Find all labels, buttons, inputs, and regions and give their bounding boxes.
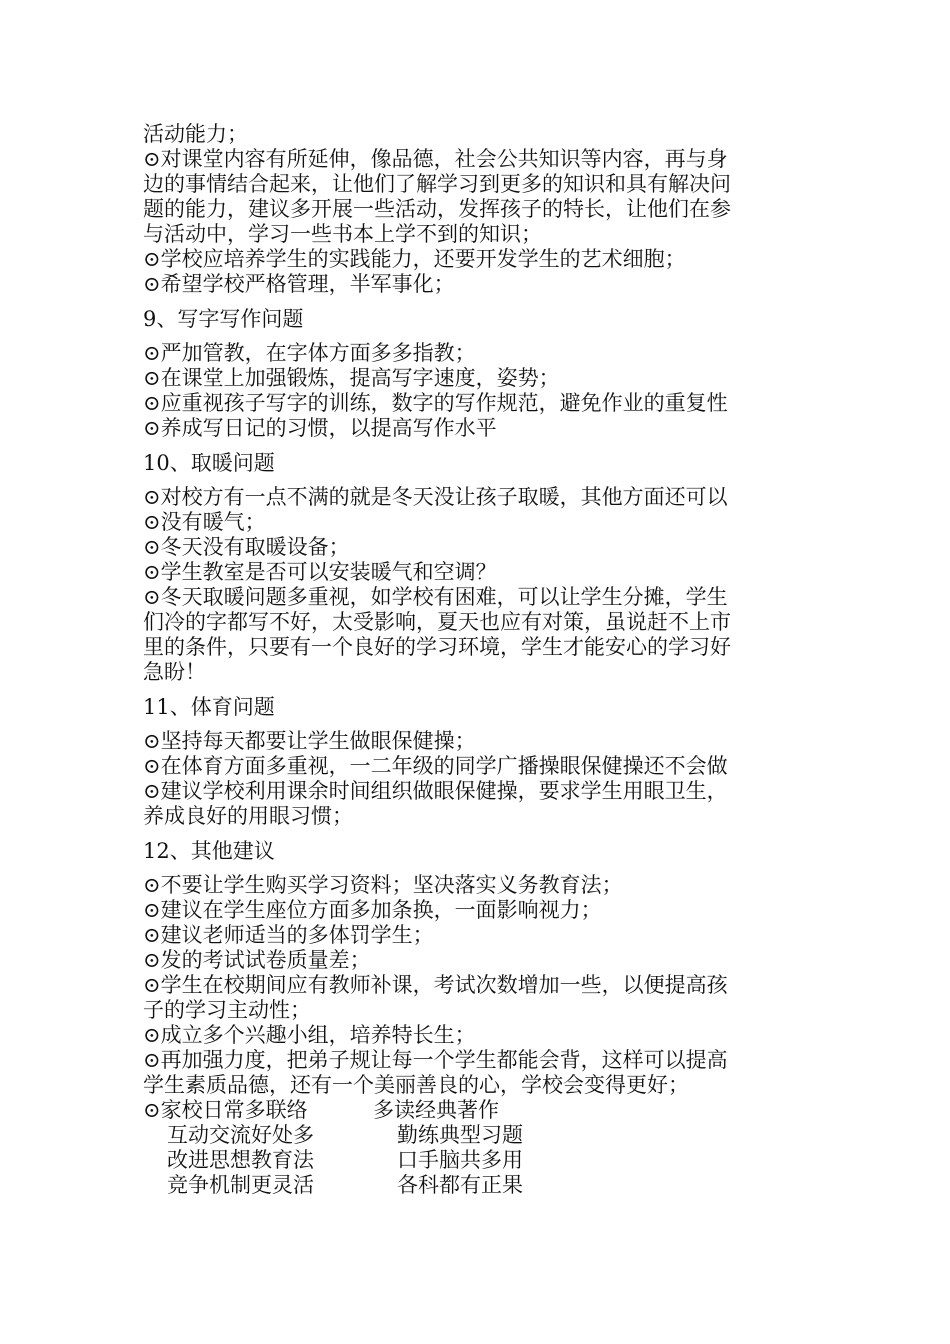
poem-left-line: ⊙家校日常多联络: [143, 1098, 308, 1122]
text-line: 们冷的字都写不好，太受影响，夏天也应有对策，虽说赶不上市: [143, 610, 731, 634]
text-line: 边的事情结合起来，让他们了解学习到更多的知识和具有解决问: [143, 172, 731, 196]
text-line: ⊙建议老师适当的多体罚学生；: [143, 923, 434, 947]
text-line: ⊙冬天取暖问题多重视，如学校有困难，可以让学生分摊，学生: [143, 585, 728, 609]
section-11-body: [143, 729, 813, 829]
poem-row: [143, 1148, 813, 1173]
text-line: ⊙不要让学生购买学习资料；坚决落实义务教育法；: [143, 873, 623, 897]
text-line: 活动能力；: [143, 122, 248, 146]
text-line: ⊙建议学校利用课余时间组织做眼保健操，要求学生用眼卫生，: [143, 779, 728, 803]
poem-right-line: 各科都有正果: [397, 1173, 523, 1197]
poem-right-line: 勤练典型习题: [397, 1123, 523, 1147]
document-body: [143, 122, 813, 1198]
text-line: 与活动中，学习一些书本上学不到的知识；: [143, 222, 542, 246]
section-heading-9: 9、写字写作问题: [143, 307, 304, 331]
text-line: ⊙学校应培养学生的实践能力，还要开发学生的艺术细胞；: [143, 247, 686, 271]
text-line: ⊙对课堂内容有所延伸，像品德，社会公共知识等内容，再与身: [143, 147, 728, 171]
poem-block: [143, 1098, 813, 1198]
text-line: ⊙严加管教，在字体方面多多指教；: [143, 341, 476, 365]
section-10-body: [143, 485, 813, 685]
text-line: ⊙坚持每天都要让学生做眼保健操；: [143, 729, 476, 753]
text-line: ⊙再加强力度，把弟子规让每一个学生都能会背，这样可以提高: [143, 1048, 728, 1072]
poem-left-line: 竞争机制更灵活: [167, 1173, 314, 1197]
text-line: 急盼！: [143, 660, 206, 684]
text-line: ⊙希望学校严格管理，半军事化；: [143, 272, 455, 296]
section-heading-12: 12、其他建议: [143, 839, 275, 863]
poem-right-line: 多读经典著作: [373, 1098, 499, 1122]
section-heading-11: 11、体育问题: [143, 695, 275, 719]
text-line: ⊙在课堂上加强锻炼，提高写字速度，姿势；: [143, 366, 560, 390]
section-12-body: [143, 873, 813, 1098]
text-line: 里的条件，只要有一个良好的学习环境，学生才能安心的学习好: [143, 635, 731, 659]
text-line: ⊙养成写日记的习惯，以提高写作水平: [143, 416, 497, 440]
text-line: ⊙建议在学生座位方面多加条换，一面影响视力；: [143, 898, 602, 922]
poem-right-line: 口手脑共多用: [397, 1148, 523, 1172]
text-line: ⊙没有暖气；: [143, 510, 266, 534]
poem-left-line: 互动交流好处多: [167, 1123, 314, 1147]
poem-row: [143, 1123, 813, 1148]
text-line: ⊙应重视孩子写字的训练，数字的写作规范，避免作业的重复性: [143, 391, 728, 415]
poem-left-line: 改进思想教育法: [167, 1148, 314, 1172]
text-line: ⊙发的考试试卷质量差；: [143, 948, 371, 972]
poem-row: [143, 1173, 813, 1198]
text-line: ⊙成立多个兴趣小组，培养特长生；: [143, 1023, 476, 1047]
text-line: ⊙对校方有一点不满的就是冬天没让孩子取暖，其他方面还可以: [143, 485, 728, 509]
poem-row: [143, 1098, 813, 1123]
text-line: ⊙冬天没有取暖设备；: [143, 535, 350, 559]
text-line: 子的学习主动性；: [143, 998, 311, 1022]
text-line: ⊙在体育方面多重视，一二年级的同学广播操眼保健操还不会做: [143, 754, 728, 778]
text-line: 题的能力，建议多开展一些活动，发挥孩子的特长，让他们在参: [143, 197, 731, 221]
text-line: ⊙学生在校期间应有教师补课，考试次数增加一些，以便提高孩: [143, 973, 728, 997]
text-line: ⊙学生教室是否可以安装暖气和空调？: [143, 560, 497, 584]
intro-section: [143, 122, 813, 297]
text-line: 学生素质品德，还有一个美丽善良的心，学校会变得更好；: [143, 1073, 689, 1097]
text-line: 养成良好的用眼习惯；: [143, 804, 353, 828]
section-9-body: [143, 341, 813, 441]
section-heading-10: 10、取暖问题: [143, 451, 275, 475]
